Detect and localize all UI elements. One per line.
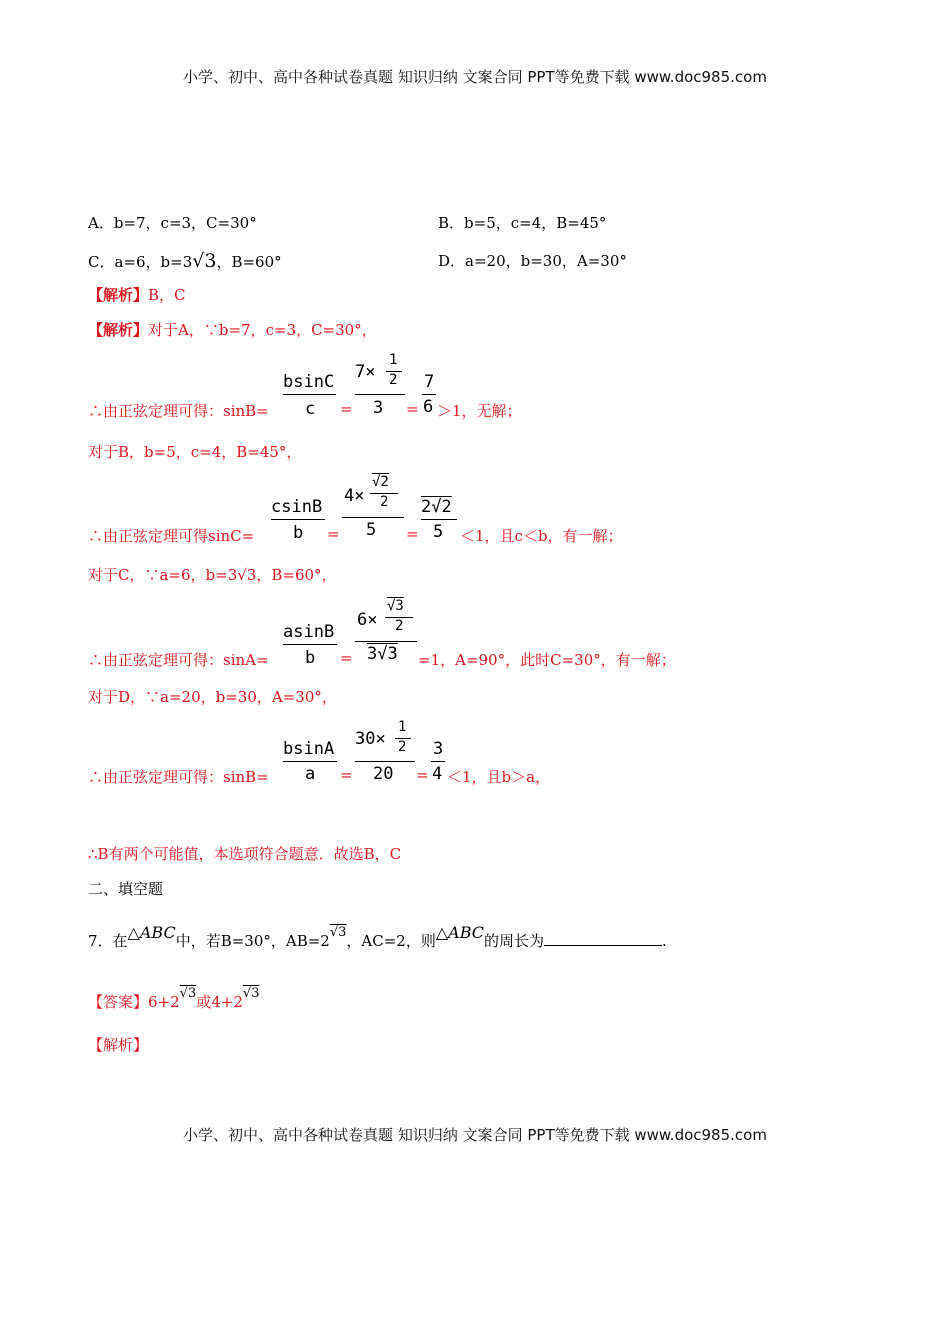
case-d-frac2-num: 30× — [355, 729, 386, 749]
case-c-intro: 对于C，∵a=6，b=3√3，B=60°， — [88, 566, 337, 584]
fraction-bar — [422, 394, 436, 395]
case-d-frac2-half-den: 2 — [398, 739, 407, 755]
fraction-bar — [355, 394, 405, 395]
case-b-tail: ＜1，且c＜b，有一解； — [460, 527, 623, 545]
case-a-frac1-den: c — [305, 399, 316, 419]
case-a-tag: 【解析】 — [88, 321, 149, 339]
fraction-bar — [355, 641, 417, 642]
case-c-frac1-den: b — [305, 648, 316, 668]
equals-sign: = — [416, 766, 429, 784]
equals-sign: = — [327, 525, 340, 543]
equals-sign: = — [406, 525, 419, 543]
case-a-frac3-num: 7 — [424, 372, 435, 392]
fraction-bar — [342, 517, 404, 518]
case-c-frac2-num: 6× — [357, 610, 378, 630]
page-footer: 小学、初中、高中各种试卷真题 知识归纳 文案合同 PPT等免费下载 www.doc985.com — [183, 1126, 767, 1144]
case-d-line: ∴由正弦定理可得：sinB= — [88, 768, 269, 786]
case-a-line: ∴由正弦定理可得：sinB= — [88, 402, 269, 420]
case-d-frac3-num: 3 — [433, 739, 444, 759]
fraction-bar — [421, 519, 457, 520]
analysis-answer-line — [88, 284, 186, 305]
case-a-tail: ＞1，无解； — [437, 402, 522, 420]
case-d-frac1-num: bsinA — [283, 739, 335, 759]
fraction-bar — [283, 394, 336, 395]
page-header: 小学、初中、高中各种试卷真题 知识归纳 文案合同 PPT等免费下载 www.doc985.com — [183, 68, 767, 86]
case-a-intro-text: 对于A，∵b=7，c=3，C=30°， — [148, 321, 377, 339]
case-d-tail: ＜1，且b＞a， — [447, 768, 551, 786]
q7-radical: √3 — [329, 925, 347, 940]
answer-part-1: 6+2 — [148, 993, 180, 1011]
triangle-abc-1: △ABC — [127, 923, 176, 942]
option-c-pre: C．a=6，b=3 — [88, 253, 193, 271]
case-a-frac3-den: 6 — [423, 397, 434, 417]
answer-blank[interactable] — [544, 931, 662, 946]
q7-end: . — [662, 932, 667, 950]
case-b-intro: 对于B，b=5，c=4，B=45°， — [88, 443, 302, 461]
equals-sign: = — [340, 400, 353, 418]
case-c-tail: =1，A=90°，此时C=30°，有一解； — [418, 651, 676, 669]
case-c-line: ∴由正弦定理可得：sinA= — [88, 651, 269, 669]
q7-post: 的周长为 — [484, 932, 545, 950]
fraction-bar — [283, 644, 337, 645]
case-d-intro: 对于D，∵a=20，b=30，A=30°， — [88, 688, 337, 706]
triangle-abc-2: △ABC — [435, 923, 484, 942]
question-7 — [88, 925, 667, 951]
option-b: B．b=5，c=4，B=45° — [438, 214, 607, 232]
case-a-frac1-num: bsinC — [283, 372, 335, 392]
answer-tag: 【答案】 — [88, 993, 149, 1011]
fraction-bar — [271, 519, 325, 520]
case-d-frac1-den: a — [305, 764, 316, 784]
case-b-frac3-den: 5 — [433, 522, 444, 542]
case-d-frac2-half-num: 1 — [398, 719, 407, 735]
case-d-frac3-den: 4 — [432, 764, 443, 784]
answer-radical-2: √3 — [242, 986, 260, 1001]
conclusion: ∴B有两个可能值，本选项符合题意．故选B，C — [88, 845, 402, 863]
case-a-intro — [88, 319, 377, 340]
equals-sign: = — [340, 766, 353, 784]
case-b-frac3-num: 2√2 — [421, 497, 452, 517]
case-a-frac2-half-num: 1 — [389, 352, 398, 368]
fraction-bar — [283, 761, 337, 762]
option-c-radical: √3 — [192, 250, 217, 272]
case-b-line: ∴由正弦定理可得sinC= — [88, 527, 255, 545]
case-b-frac2-den: 5 — [366, 520, 377, 540]
q7-mid1: 中，若B=30°，AB=2 — [175, 932, 330, 950]
option-c-post: ，B=60° — [216, 253, 282, 271]
case-b-frac2-num: 4× — [344, 486, 365, 506]
option-a: A．b=7，c=3，C=30° — [88, 214, 257, 232]
case-b-frac2-radical: √2 — [372, 474, 389, 490]
answer-part-2: 4+2 — [211, 993, 243, 1011]
case-a-frac2-half-den: 2 — [389, 372, 398, 388]
fraction-bar — [355, 761, 415, 762]
case-d-frac2-den: 20 — [373, 764, 394, 784]
case-b-frac2-sub: 2 — [380, 494, 389, 510]
case-b-frac1-num: csinB — [271, 497, 323, 517]
case-c-frac2-den: 3√3 — [367, 644, 398, 664]
case-a-frac2-num: 7× — [355, 362, 376, 382]
case-c-frac2-radical: √3 — [387, 598, 404, 614]
answer-or: 或 — [196, 993, 212, 1011]
answer-line — [88, 986, 259, 1012]
equals-sign: = — [406, 400, 419, 418]
analysis-heading: 【解析】 — [88, 1036, 149, 1054]
case-b-frac1-den: b — [293, 523, 304, 543]
q7-pre: 7．在 — [88, 932, 128, 950]
case-c-frac2-sub: 2 — [395, 618, 404, 634]
option-c — [88, 250, 282, 272]
fraction-bar — [431, 761, 445, 762]
analysis-answer: B，C — [148, 286, 186, 304]
equals-sign: = — [340, 649, 353, 667]
option-d: D．a=20，b=30，A=30° — [438, 252, 627, 270]
answer-radical-1: √3 — [179, 986, 197, 1001]
case-c-frac1-num: asinB — [283, 622, 335, 642]
q7-mid2: ，AC=2，则 — [346, 932, 436, 950]
section-heading: 二、填空题 — [88, 880, 164, 898]
analysis-tag: 【解析】 — [88, 286, 149, 304]
case-a-frac2-den: 3 — [373, 398, 384, 418]
